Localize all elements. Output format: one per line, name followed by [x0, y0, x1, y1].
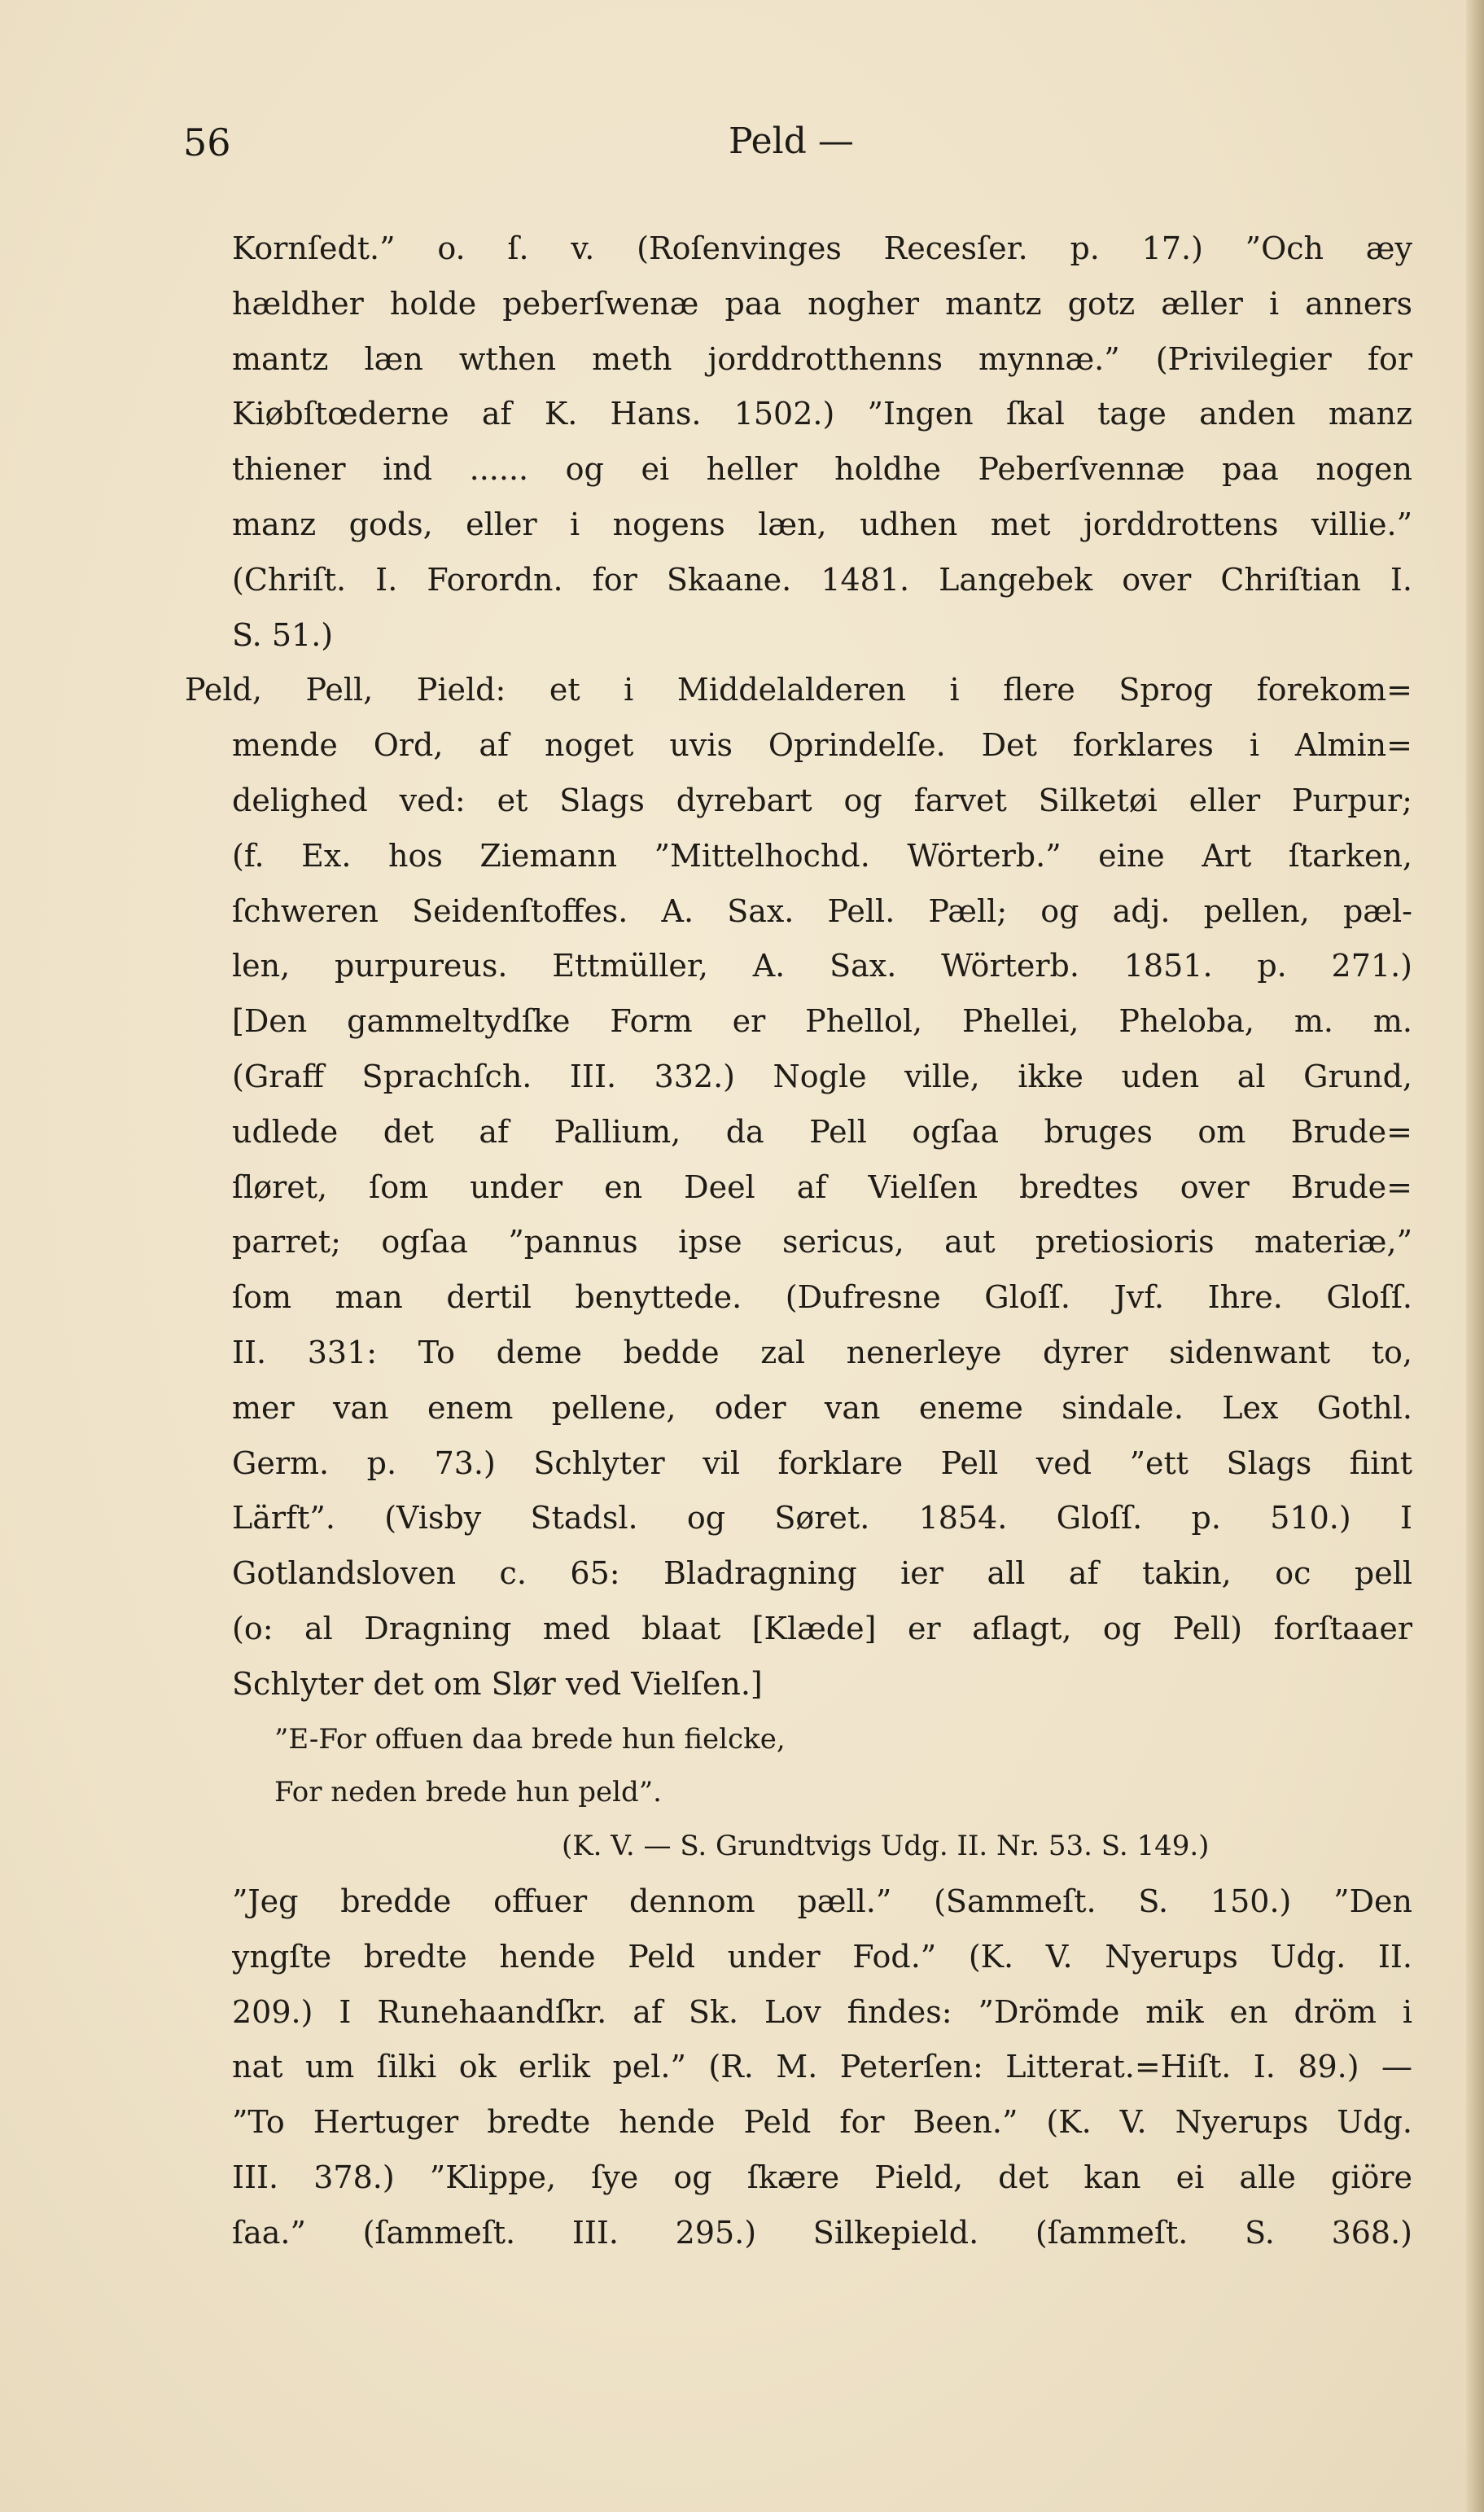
- text-line: ſløret, ſom under en Deel af Vielſen bredtes over Brude=: [232, 1168, 1412, 1205]
- text-line: III. 378.) ”Klippe, ſye og ſkære Pield, det kan ei alle giöre: [232, 2159, 1412, 2195]
- text-line: manz gods, eller i nogens læn, udhen met jorddrottens villie.”: [232, 506, 1412, 542]
- text-line: Kiøbſtœderne af K. Hans. 1502.) ”Ingen ſkal tage anden manz: [232, 396, 1412, 432]
- body-text: [185, 221, 1412, 2260]
- text-line: Kornſedt.” o. ſ. v. (Roſenvinges Recesſer. p. 17.) ”Och æy: [232, 230, 1412, 266]
- page-header: [183, 121, 1412, 178]
- text-line: parret; ogſaa ”pannus ipse sericus, aut pretiosioris materiæ,”: [232, 1224, 1412, 1260]
- text-line: Germ. p. 73.) Schlyter vil forklare Pell ved ”ett Slags fiint: [232, 1445, 1412, 1481]
- text-line: II. 331: To deme bedde zal nenerleye dyrer sidenwant to,: [232, 1334, 1412, 1370]
- text-line: len, purpureus. Ettmüller, A. Sax. Wörterb. 1851. p. 271.): [232, 948, 1412, 984]
- text-line: nat um ſilki ok erlik pel.” (R. M. Peterſen: Litterat.=Hiſt. I. 89.) —: [232, 2049, 1412, 2085]
- text-line: 209.) I Runehaandſkr. af Sk. Lov findes: ”Drömde mik en dröm i: [232, 1993, 1412, 2030]
- text-line: (Chriſt. I. Forordn. for Skaane. 1481. Langebek over Chriſtian I.: [232, 561, 1412, 598]
- citation-line: (K. V. — S. Grundtvigs Udg. II. Nr. 53. S. 149.): [562, 1830, 1210, 1863]
- text-line: udlede det af Pallium, da Pell ogſaa bruges om Brude=: [232, 1113, 1412, 1150]
- text-line: ſaa.” (ſammeſt. III. 295.) Silkepield. (ſammeſt. S. 368.): [232, 2214, 1412, 2251]
- text-line: yngſte bredte hende Peld under Fod.” (K. V. Nyerups Udg. II.: [232, 1938, 1412, 1975]
- book-spine-edge: [1466, 0, 1484, 2512]
- text-line: (f. Ex. hos Ziemann ”Mittelhochd. Wörterb.” eine Art ſtarken,: [232, 837, 1412, 874]
- text-line: ſchweren Seidenſtoffes. A. Sax. Pell. Pæll; og adj. pellen, pæl-: [232, 892, 1412, 929]
- text-line: [Den gammeltydſke Form er Phellol, Phellei, Pheloba, m. m.: [232, 1003, 1412, 1040]
- text-line: Lärft”. (Visby Stadsl. og Søret. 1854. Gloſſ. p. 510.) I: [232, 1500, 1412, 1537]
- text-line: Schlyter det om Slør ved Vielſen.]: [232, 1665, 763, 1702]
- text-line: mende Ord, af noget uvis Oprindelſe. Det forklares i Almin=: [232, 727, 1412, 764]
- text-line: thiener ind ...... og ei heller holdhe Peberſvennæ paa nogen: [232, 451, 1412, 488]
- entry-headword-line: Peld, Pell, Pield: et i Middelalderen i flere Sprog forekom=: [185, 672, 1412, 708]
- text-line: S. 51.): [232, 616, 334, 653]
- running-head: Peld —: [729, 121, 854, 162]
- text-line: delighed ved: et Slags dyrebart og farvet Silketøi eller Purpur;: [232, 782, 1412, 818]
- text-line: ”To Hertuger bredte hende Peld for Been.” (K. V. Nyerups Udg.: [232, 2104, 1412, 2141]
- text-line: (Graff Sprachſch. III. 332.) Nogle ville, ikke uden al Grund,: [232, 1058, 1412, 1094]
- text-line: Gotlandsloven c. 65: Bladragning ier all af takin, oc pell: [232, 1555, 1412, 1592]
- text-line: mer van enem pellene, oder van eneme sindale. Lex Gothl.: [232, 1389, 1412, 1426]
- text-line: ſom man dertil benyttede. (Dufresne Gloſſ. Jvf. Ihre. Gloſſ.: [232, 1279, 1412, 1316]
- verse-line: ”E-For offuen daa brede hun fielcke,: [274, 1722, 786, 1756]
- text-line: hældher holde peberſwenæ paa nogher mantz gotz æller i anners: [232, 285, 1412, 322]
- text-line: (o: al Dragning med blaat [Klæde] er aflagt, og Pell) forſtaaer: [232, 1610, 1412, 1646]
- text-line: mantz læn wthen meth jorddrotthenns mynnæ.” (Privilegier for: [232, 340, 1412, 377]
- verse-line: For neden brede hun peld”.: [274, 1776, 662, 1809]
- page-number: 56: [183, 121, 231, 164]
- text-line: ”Jeg bredde offuer dennom pæll.” (Sammeſt. S. 150.) ”Den: [232, 1883, 1412, 1919]
